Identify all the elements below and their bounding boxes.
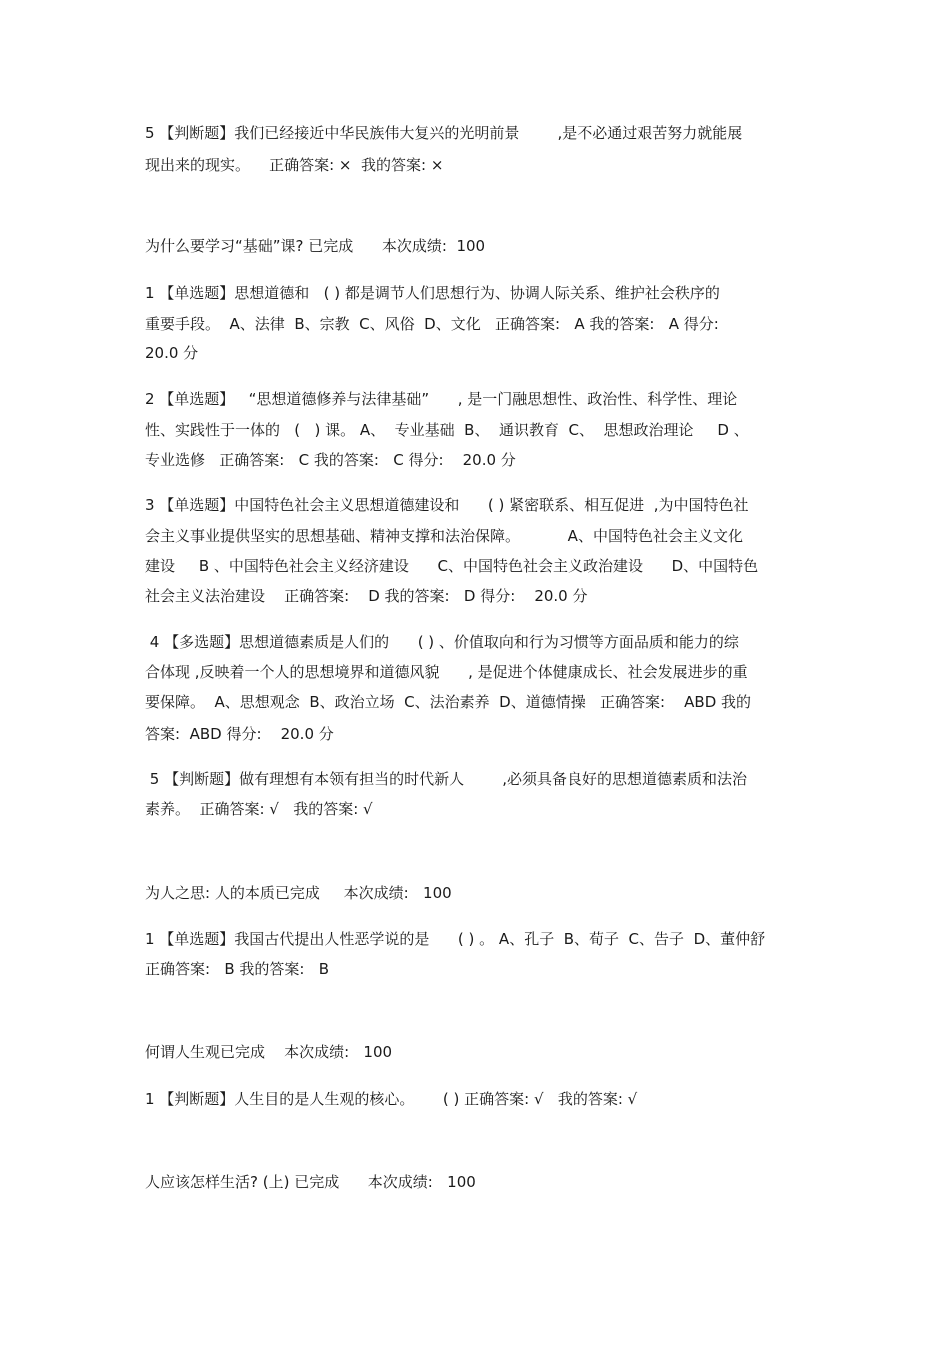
question-4-line-4: 答案: ABD 得分: 20.0 分 xyxy=(145,725,334,743)
question-1-line-2: 重要手段。 A、法律 B、宗教 C、风俗 D、文化 正确答案: A 我的答案: A 得分: xyxy=(145,315,719,333)
question-human-nature-line-2: 正确答案: B 我的答案: B xyxy=(145,960,330,978)
question-1-line-1: 1 【单选题】思想道德和 ( ) 都是调节人们思想行为、协调人际关系、维护社会秩序的 xyxy=(145,284,720,302)
question-3-line-4: 社会主义法治建设 正确答案: D 我的答案: D 得分: 20.0 分 xyxy=(145,587,588,605)
question-5-line-1: 5 【判断题】做有理想有本领有担当的时代新人 ,必须具备良好的思想道德素质和法治 xyxy=(145,770,747,788)
section-heading-why-study: 为什么要学习“基础”课? 已完成 本次成绩: 100 xyxy=(145,237,486,255)
question-3-line-1: 3 【单选题】中国特色社会主义思想道德建设和 ( ) 紧密联系、相互促进 ,为中国特色社 xyxy=(145,496,749,514)
question-1-line-3: 20.0 分 xyxy=(145,344,199,362)
question-3-line-3: 建设 B 、中国特色社会主义经济建设 C、中国特色社会主义政治建设 D、中国特色 xyxy=(145,557,759,575)
question-4-line-3: 要保障。 A、思想观念 B、政治立场 C、法治素养 D、道德情操 正确答案: ABD 我的 xyxy=(145,693,752,711)
question-2-line-3: 专业选修 正确答案: C 我的答案: C 得分: 20.0 分 xyxy=(145,451,516,469)
question-4-line-2: 合体现 ,反映着一个人的思想境界和道德风貌 , 是促进个体健康成长、社会发展进步的重 xyxy=(145,663,748,681)
question-3-line-2: 会主义事业提供坚实的思想基础、精神支撑和法治保障。 A、中国特色社会主义文化 xyxy=(145,527,743,545)
question-2-line-2: 性、实践性于一体的 ( ) 课。 A、 专业基础 B、 通识教育 C、 思想政治理论 D 、 xyxy=(145,421,749,439)
question-5-judgment-line-1: 5 【判断题】我们已经接近中华民族伟大复兴的光明前景 ,是不必通过艰苦努力就能展 xyxy=(145,124,743,142)
question-4-line-1: 4 【多选题】思想道德素质是人们的 ( ) 、价值取向和行为习惯等方面品质和能力的综 xyxy=(145,633,739,651)
question-5-line-2: 素养。 正确答案: √ 我的答案: √ xyxy=(145,800,373,818)
section-heading-outlook-on-life: 何谓人生观已完成 本次成绩: 100 xyxy=(145,1043,393,1061)
question-2-line-1: 2 【单选题】 “思想道德修养与法律基础” , 是一门融思想性、政治性、科学性、理论 xyxy=(145,390,738,408)
section-heading-how-to-live: 人应该怎样生活? (上) 已完成 本次成绩: 100 xyxy=(145,1173,476,1191)
section-heading-human-nature: 为人之思: 人的本质已完成 本次成绩: 100 xyxy=(145,884,452,902)
question-5-judgment-line-2: 现出来的现实。 正确答案: × 我的答案: × xyxy=(145,156,444,174)
question-outlook-line-1: 1 【判断题】人生目的是人生观的核心。 ( ) 正确答案: √ 我的答案: √ xyxy=(145,1090,638,1108)
question-human-nature-line-1: 1 【单选题】我国古代提出人性恶学说的是 ( ) 。 A、孔子 B、荀子 C、告子 D、董仲舒 xyxy=(145,930,766,948)
